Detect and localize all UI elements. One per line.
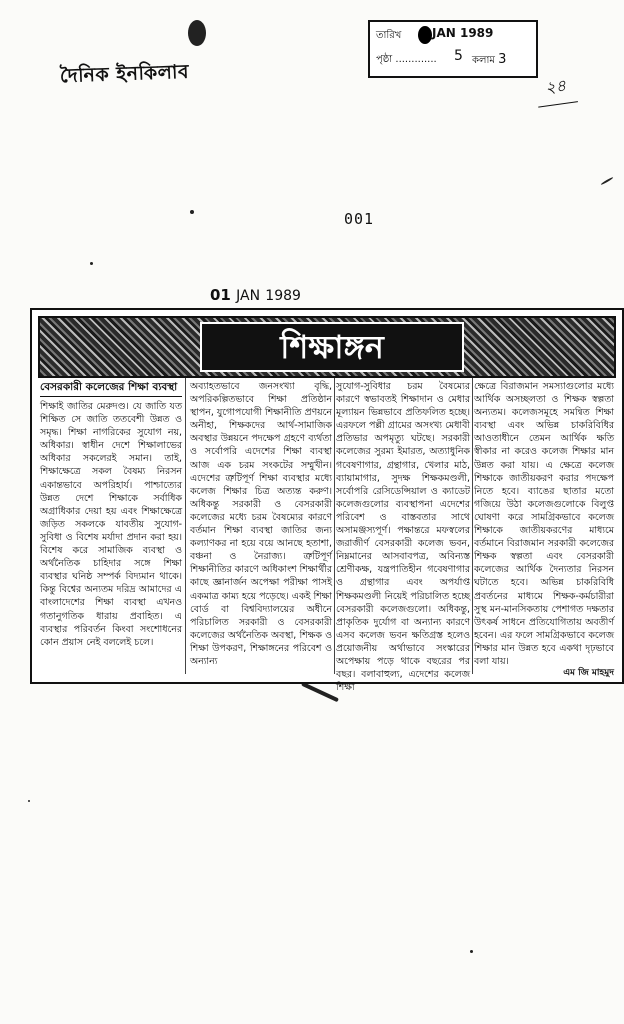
- print-date-month: JAN: [236, 288, 261, 304]
- stamp-page-value: 5: [454, 48, 463, 64]
- stamp-ink-blot: [418, 26, 432, 44]
- newspaper-masthead: দৈনিক ইনকিলাব: [59, 60, 190, 88]
- stamp-page-label: পৃষ্ঠা: [376, 54, 393, 65]
- ink-streak: [600, 177, 613, 186]
- stamp-column-value: 3: [498, 52, 507, 67]
- column-text: শিক্ষাই জাতির মেরুদণ্ড। যে জাতি যত শিক্ষিত সে জাতি ততবেশী উন্নত ও সমৃদ্ধ। শিক্ষা নাগরিকের সুযোগ নয়, অধিকার। স্বাধীন দেশে শিক্ষালাভের অধিকার সকলেরই সমান। তাই, শিক্ষাক্ষেত্রে সকল বৈষম্য নিরসন একান্তভাবে অপরিহার্য। পাশ্চাত্যের উন্নত দেশে শিক্ষাকে সর্বাধিক অগ্রাধিকার দেয়া হয় এবং শিক্ষাক্ষেত্রে জড়িত সকলকে যাবতীয় সুযোগ-সুবিধা ও বিশেষ মর্যাদা প্রদান করা হয়। বিশেষ করে সামাজিক ব্যবস্থা ও অর্থনৈতিক চাহিদার সঙ্গে শিক্ষা ব্যবস্থার ঘনিষ্ঠ সম্পর্ক বিদ্যমান থাকে। কিন্তু বিশ্বের অন্যতম দরিদ্র আমাদের এ বাংলাদেশের শিক্ষা ব্যবস্থা এখনও গতানুগতিক ধারায় প্রবাহিত। এ ব্যবস্থার পরিবর্তন কিংবা সংশোধনের কোন প্রয়াস নেই বললেই চলে।: [40, 401, 182, 648]
- ink-blot: [188, 20, 206, 46]
- print-date-year: 1989: [265, 288, 301, 304]
- article-column-2: [190, 380, 332, 676]
- newspaper-clipping: [30, 308, 624, 694]
- column-divider: [185, 378, 186, 674]
- column-divider: [334, 378, 335, 674]
- ink-dot: [28, 800, 30, 802]
- article-column-4: [474, 380, 614, 676]
- article-column-1: [40, 380, 182, 676]
- column-text: অব্যাহতভাবে জনসংখ্যা বৃদ্ধি, অপরিকল্পিতভাবে শিক্ষা প্রতিষ্ঠান স্থাপন, যুগোপযোগী শিক্ষানীতি প্রণয়নে অনীহা, শিক্ষকদের আর্থ-সামাজিক অবস্থার উন্নয়নে পদক্ষেপ গ্রহণে ব্যর্থতা ও সর্বোপরি এদেশের শিক্ষা ব্যবস্থা আজ এক চরম সংকটের সম্মুখীন। এদেশের ত্রুটিপূর্ণ শিক্ষা ব্যবস্থার মধ্যে কলেজ শিক্ষার চিত্র অত্যন্ত করুণ। অধিকন্তু সরকারী ও বেসরকারী কলেজের মধ্যে চরম বৈষম্যের কারণে বর্তমান শিক্ষা ব্যবস্থা জাতির জন্য কল্যাণকর না হয়ে বয়ে আনছে হতাশা, বঞ্চনা ও নৈরাজ্য। ত্রুটিপূর্ণ শিক্ষানীতির কারণে অধিকাংশ শিক্ষার্থীর কাছে জ্ঞানার্জন অপেক্ষা পরীক্ষা পাসই একমাত্র কাম্য হয়ে পড়েছে। একই শিক্ষা বোর্ড বা বিশ্ববিদ্যালয়ের অধীনে পরিচালিত সরকারী ও বেসরকারী কলেজের অর্থনৈতিক অবস্থা, শিক্ষক ও শিক্ষা উপকরণ, শিক্ষাঙ্গনের পরিবেশ ও অন্যান্য: [190, 381, 332, 667]
- handwritten-number: ২৪: [534, 71, 578, 107]
- article-column-3: [336, 380, 470, 694]
- article-byline: এম জি মাহমুদ: [559, 665, 614, 680]
- column-text: সুযোগ-সুবিধার চরম বৈষম্যের কারণে স্বভাবতই শিক্ষাদান ও মেধার মূল্যায়ন ভিন্নভাবে প্রতিফলিত হচ্ছে। এরফলে পল্লী গ্রামের অসংখ্য মেধাবী প্রতিভার অপমৃত্যু ঘটছে। সরকারী কলেজের সুরম্য ইমারত, অত্যাধুনিক গবেষণাগার, গ্রন্থাগার, খেলার মাঠ, ব্যায়ামাগার, সুদক্ষ শিক্ষকমণ্ডলী, সর্বোপরি রেসিডেন্সিয়াল ও ক্যাডেট কলেজগুলোর ব্যবস্থাপনা এদেশের পরিবেশ ও বাস্তবতার সাথে অসামঞ্জস্যপূর্ণ। পক্ষান্তরে মফস্বলের জরাজীর্ণ বেসরকারী কলেজ ভবন, নিম্নমানের আসবাবপত্র, অবিন্যস্ত শ্রেণীকক্ষ, যন্ত্রপাতিহীন গবেষণাগার ও গ্রন্থাগার এবং অপর্যাপ্ত শিক্ষকমণ্ডলী নিয়েই পরিচালিত হচ্ছে বেসরকারী কলেজগুলো। অধিকন্তু, প্রাকৃতিক দুর্যোগ বা অন্যান্য কারণে এসব কলেজ ভবন ক্ষতিগ্রস্ত হলেও প্রয়োজনীয় অর্থাভাবে সংস্কারের অপেক্ষায় পড়ে থাকে বছরের পর বছর। বলাবাহুল্য, এদেশের কলেজ শিক্ষা: [336, 381, 470, 694]
- print-date: [210, 286, 301, 304]
- stamp-column-label: কলাম: [472, 55, 495, 66]
- article-headline: বেসরকারী কলেজের শিক্ষা ব্যবস্থা: [40, 380, 182, 397]
- ink-dot: [470, 950, 473, 953]
- stamp-date-label: তারিখ: [376, 30, 402, 41]
- ink-dot: [90, 262, 93, 265]
- section-title: শিক্ষাঙ্গন: [200, 322, 464, 372]
- column-text: ক্ষেত্রে বিরাজমান সমস্যাগুলোর মধ্যে আর্থিক অসচ্ছলতা ও শিক্ষক স্বল্পতা অন্যতম। কলেজসমূহে সমন্বিত শিক্ষা ব্যবস্থা এবং অভিন্ন চাকরিবিধির আওতাধীনে তেমন আর্থিক ক্ষতি স্বীকার না করেও কলেজ শিক্ষার মান উন্নত করা যায়। এ ক্ষেত্রে কলেজ শিক্ষাকে জাতীয়করণ করার পদক্ষেপ নিতে হবে। ব্যাঙের ছাতার মতো গজিয়ে উঠা কলেজগুলোকে বিলুপ্ত ঘোষণা করে সামগ্রিকভাবে কলেজ শিক্ষাকে জাতীয়করণের মাধ্যমে বর্তমানে বিরাজমান সরকারী কলেজের শিক্ষক স্বল্পতা এবং বেসরকারী কলেজের আর্থিক দৈন্যতার নিরসন ঘটাতে হবে। অভিন্ন চাকরিবিধি প্রবর্তনের মাধ্যমে শিক্ষক-কর্মচারীরা সুস্থ মন-মানসিকতায় পেশাগত দক্ষতার উৎকর্ষ সাধনে প্রতিযোগিতায় অবতীর্ণ হবেন। এর ফলে সামগ্রিকভাবে কলেজ শিক্ষার মান উন্নত হবে একথা দৃঢ়ভাবে বলা যায়।: [474, 381, 614, 667]
- serial-number: 001: [344, 210, 375, 228]
- column-divider: [472, 378, 473, 674]
- date-stamp: তারিখ JAN 1989 পৃষ্ঠা ............. 5 কলাম 3: [368, 20, 538, 78]
- stamp-date-value: JAN 1989: [432, 26, 494, 40]
- section-banner: [38, 316, 616, 378]
- ink-dot: [190, 210, 194, 214]
- ink-streak: [301, 682, 339, 703]
- print-date-day: 01: [210, 286, 231, 304]
